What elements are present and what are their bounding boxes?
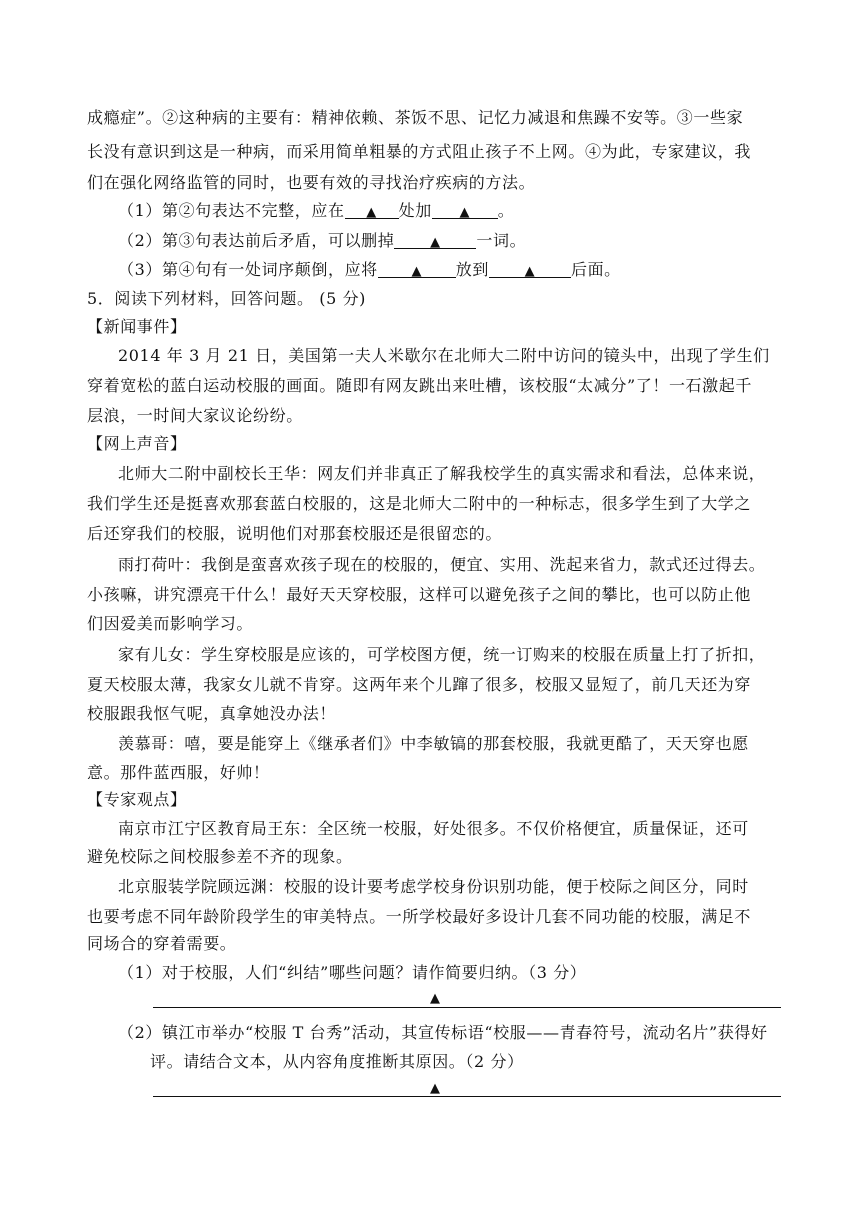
paragraph-line: 成瘾症”。②这种病的主要有：精神依赖、茶饭不思、记忆力减退和焦躁不安等。③一些家 [87, 108, 744, 127]
section-heading-online: 【网上声音】 [87, 434, 187, 453]
answer-blank[interactable] [432, 196, 498, 219]
question-text: （2）第③句表达前后矛盾，可以删掉 [118, 231, 395, 250]
triangle-marker-icon: ▲ [459, 205, 471, 220]
paragraph-line: 长没有意识到这是一种病，而采用简单粗暴的方式阻止孩子不上网。④为此，专家建议，我 [87, 142, 752, 161]
paragraph-line: 后还穿我们的校服，说明他们对那套校服还是很留恋的。 [87, 524, 503, 543]
question-text: （1）第②句表达不完整，应在 [118, 201, 345, 220]
question-text: 一词。 [476, 231, 527, 250]
paragraph-line: 们因爱美而影响学习。 [87, 614, 254, 633]
question-4-1 [118, 196, 781, 226]
question-text: （3）第④句有一处词序颠倒，应将 [118, 260, 378, 279]
paragraph-line: 羡慕哥：嘻，要是能穿上《继承者们》中李敏镐的那套校服，我就更酷了，天天穿也愿 [118, 734, 749, 753]
paragraph-line: 也要考虑不同年龄阶段学生的审美特点。一所学校最好多设计几套不同功能的校服，满足不 [87, 907, 752, 926]
paragraph-line: 夏天校服太薄，我家女儿就不肯穿。这两年来个儿蹿了很多，校服又显短了，前几天还为穿 [87, 675, 752, 694]
triangle-marker-icon: ▲ [411, 264, 423, 279]
question-5-1: （1）对于校服，人们“纠结”哪些问题？请作简要归纳。（3 分） [118, 963, 587, 982]
question-5-2: （2）镇江市举办“校服 T 台秀”活动，其宣传标语“校服——青春符号，流动名片”获得好 [118, 1023, 768, 1042]
answer-blank[interactable] [489, 255, 571, 278]
triangle-marker-icon: ▲ [366, 205, 377, 220]
paragraph-line: 意。那件蓝西服，好帅！ [87, 763, 270, 782]
question-4-3 [118, 255, 781, 285]
answer-line[interactable] [153, 1096, 781, 1097]
paragraph-line: 北京服装学院顾远渊：校服的设计要考虑学校身份识别功能，便于校际之间区分，同时 [118, 877, 749, 896]
paragraph-line: 家有儿女：学生穿校服是应该的，可学校图方便，统一订购来的校服在质量上打了折扣， [118, 645, 766, 664]
question-5-2-cont: 评。请结合文本，从内容角度推断其原因。（2 分） [150, 1052, 524, 1071]
answer-blank[interactable] [345, 196, 399, 219]
triangle-marker-icon: ▲ [524, 264, 536, 279]
answer-blank[interactable] [394, 226, 476, 249]
question-text: 后面。 [570, 260, 621, 279]
triangle-marker-icon: ▲ [430, 991, 440, 1006]
paragraph-line: 小孩嘛，讲究漂亮干什么！最好天天穿校服，这样可以避免孩子之间的攀比，也可以防止他 [87, 585, 752, 604]
section-heading-news: 【新闻事件】 [87, 317, 187, 336]
paragraph-line: 穿着宽松的蓝白运动校服的画面。随即有网友跳出来吐槽，该校服“太减分”了！一石激起千 [87, 376, 752, 395]
paragraph-line: 南京市江宁区教育局王东：全区统一校服，好处很多。不仅价格便宜，质量保证，还可 [118, 819, 749, 838]
question-5-title: 5．阅读下列材料，回答问题。 (5 分) [87, 289, 367, 308]
triangle-marker-icon: ▲ [430, 235, 441, 250]
paragraph-line: 2014 年 3 月 21 日，美国第一夫人米歇尔在北师大二附中访问的镜头中，出现了学生们 [118, 346, 770, 365]
paragraph-line: 同场合的穿着需要。 [87, 934, 237, 953]
paragraph-line: 们在强化网络监管的同时，也要有效的寻找治疗疾病的方法。 [87, 173, 536, 192]
question-text: 放到 [455, 260, 489, 279]
answer-line[interactable] [153, 1007, 781, 1008]
paragraph-line: 我们学生还是挺喜欢那套蓝白校服的，这是北师大二附中的一种标志，很多学生到了大学之 [87, 494, 752, 513]
section-heading-expert: 【专家观点】 [87, 790, 187, 809]
paragraph-line: 避免校际之间校服参差不齐的现象。 [87, 847, 353, 866]
paragraph-line: 雨打荷叶：我倒是蛮喜欢孩子现在的校服的，便宜、实用、洗起来省力，款式还过得去。 [118, 555, 766, 574]
question-text: 。 [497, 201, 515, 220]
triangle-marker-icon: ▲ [430, 1081, 440, 1096]
question-4-2 [118, 226, 781, 256]
paragraph-line: 校服跟我怄气呢，真拿她没办法！ [87, 704, 337, 723]
paragraph-line: 层浪，一时间大家议论纷纷。 [87, 406, 303, 425]
question-text: 处加 [398, 201, 432, 220]
paragraph-line: 北师大二附中副校长王华：网友们并非真正了解我校学生的真实需求和看法，总体来说， [118, 464, 766, 483]
answer-blank[interactable] [378, 255, 456, 278]
